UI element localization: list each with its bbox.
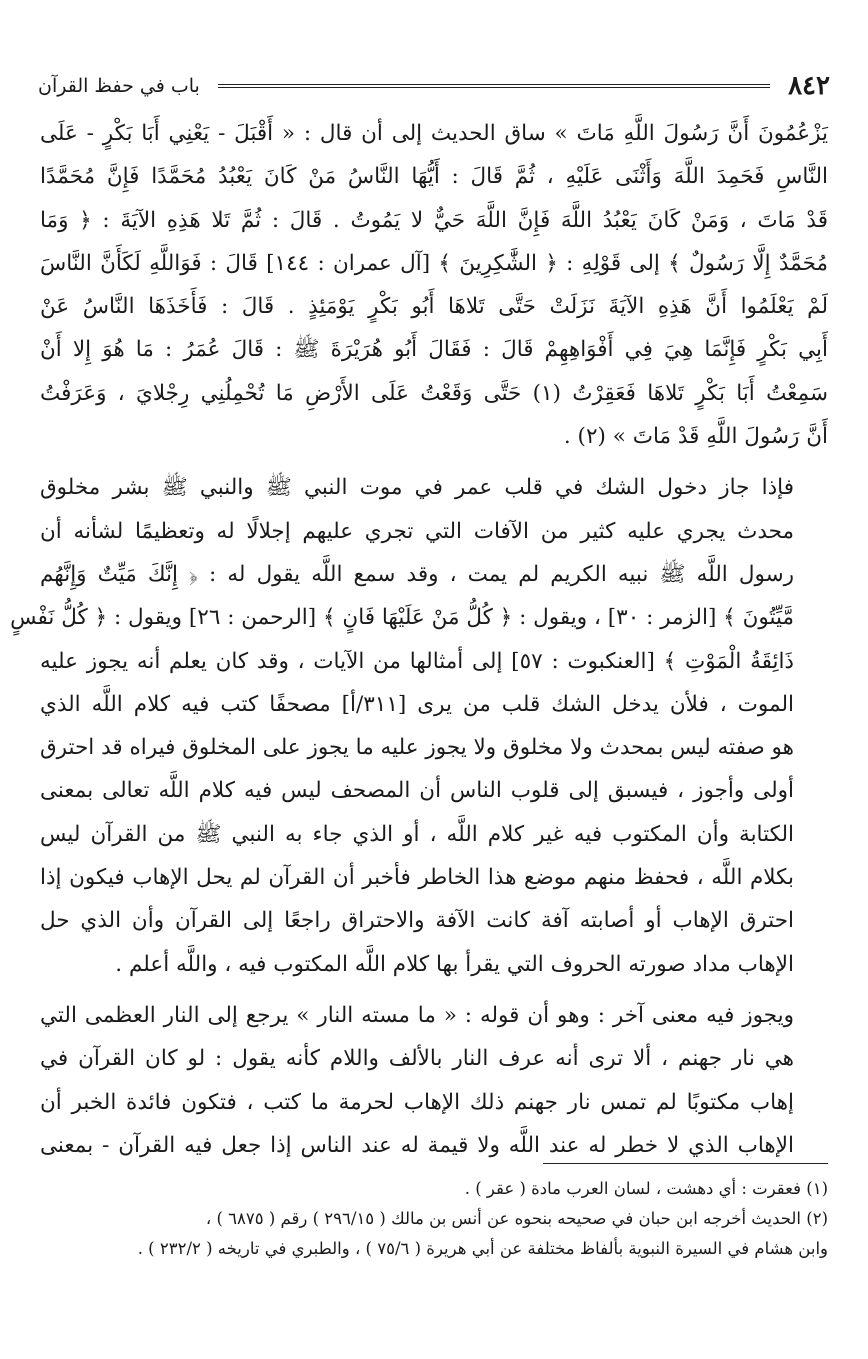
paragraph-second-meaning	[40, 994, 828, 1167]
text-line: يَزْعُمُونَ أَنَّ رَسُولَ اللَّهِ مَاتَ » ساق الحديث إلى أن قال : « أَقْبَلَ - يَعْنِي أَبَا بَكْرٍ - عَلَى	[40, 121, 828, 146]
page-number: ٨٤٢	[788, 71, 830, 101]
header-rule	[218, 84, 770, 88]
text-line: هي نار جهنم ، ألا ترى أنه عرف النار بالألف واللام كأنه يقول : لو كان القرآن في	[40, 1046, 794, 1072]
page-header	[38, 66, 830, 106]
text-line: أولى وأجوز ، فيسبق إلى قلوب الناس أن المصحف ليس فيه كلام اللَّه تعالى بمعنى	[40, 778, 794, 804]
text-line: ذَائِقَةُ الْمَوْتِ ﴾ [العنكبوت : ٥٧] إلى أمثالها من الآيات ، وقد كان يعلم أنه يجوز عليه	[40, 648, 795, 674]
text-line: إهاب مكتوبًا لم تمس نار جهنم ذلك الإهاب لحرمة ما كتب ، فتكون فائدة الخبر أن	[40, 1089, 794, 1115]
text-line: رسول اللَّه ﷺ نبيه الكريم لم يمت ، وقد سمع اللَّه يقول له : ﴿ إِنَّكَ مَيِّتٌ وَإِنَّهُم	[40, 561, 794, 587]
text-line: مُحَمَّدٌ إِلَّا رَسُولٌ ﴾ إلى قَوْلِهِ : ﴿ الشَّٰكِرِينَ ﴾ [آل عمران : ١٤٤] قَالَ : فَوَاللَّهِ لَكَأَنَّ النَّاسَ	[40, 250, 828, 276]
footnote-2: (٢) الحديث أخرجه ابن حبان في صحيحه بنحوه عن أنس بن مالك ( ٢٩٦/١٥ ) رقم ( ٦٨٧٥ ) ،	[205, 1209, 828, 1228]
text-line: ويجوز فيه معنى آخر : وهو أن قوله : « ما مسته النار » يرجع إلى النار العظمى التي	[40, 1002, 794, 1028]
text-line: مَّيِّتُونَ ﴾ [الزمر : ٣٠] ، ويقول : ﴿ كُلُّ مَنْ عَلَيْهَا فَانٍ ﴾ [الرحمن : ٢٦] ويقول : ﴿ كُلُّ نَفْسٍ	[10, 605, 794, 631]
text-line: الإهاب مداد صورته الحروف التي يقرأ بها كلام اللَّه المكتوب فيه ، واللَّه أعلم .	[115, 951, 794, 977]
footnote-1: (١) فعقرت : أي دهشت ، لسان العرب مادة ( عقر ) .	[464, 1179, 828, 1198]
text-line: أَنَّ رَسُولَ اللَّهِ قَدْ مَاتَ » (٢) .	[563, 424, 828, 450]
text-line: الكتابة وأن المكتوب فيه غير كلام اللَّه ، أو الذي جاء به النبي ﷺ من القرآن ليس	[40, 821, 794, 847]
text-line: هو صفته ليس بمحدث ولا مخلوق ولا يجوز عليه ما يجوز على المخلوق فيراه قد احترق	[39, 735, 794, 761]
text-line: النَّاسِ فَحَمِدَ اللَّهَ وَأَثْنَى عَلَيْهِ ، ثُمَّ قَالَ : أَيُّهَا النَّاسُ مَنْ كَانَ يَعْبُدُ مُحَمَّدًا فَإِنَّ مُحَمَّدًا	[40, 164, 828, 190]
footnote-2-continued: وابن هشام في السيرة النبوية بألفاظ مختلفة عن أبي هريرة ( ٧٥/٦ ) ، والطبري في تاريخه ( ٢٣٢/٢ ) .	[137, 1239, 828, 1258]
text-line: بكلام اللَّه ، فحفظ منهم موضع هذا الخاطر فأخبر أن القرآن لم يحل الإهاب فيكون إذا	[40, 865, 794, 891]
paragraph-hadith	[40, 112, 828, 458]
running-head: باب في حفظ القرآن	[38, 75, 200, 97]
main-text	[10, 112, 828, 1167]
text-line: فإذا جاز دخول الشك في قلب عمر في موت النبي ﷺ والنبي ﷺ بشر مخلوق	[40, 475, 794, 501]
text-line: محدث يجري عليه كثير من الآفات التي تجري عليهم إجلالًا له وتعظيمًا لشأنه أن	[40, 518, 794, 544]
footnote-separator	[543, 1163, 828, 1164]
paragraph-commentary	[10, 466, 828, 986]
text-line: الإهاب الذي لا خطر له عند اللَّه ولا قيمة له عند الناس إذا جعل فيه القرآن - بمعنى	[40, 1132, 794, 1158]
text-line: سَمِعْتُ أَبَا بَكْرٍ تَلاهَا فَعَقِرْتُ (١) حَتَّى وَقَعْتُ عَلَى الأَرْضِ مَا تُحْمِلُنِي رِجْلايَ ، وَعَرَفْتُ	[40, 380, 828, 406]
text-line: قَدْ مَاتَ ، وَمَنْ كَانَ يَعْبُدُ اللَّهَ فَإِنَّ اللَّهَ حَيٌّ لا يَمُوتُ . قَالَ : ثُمَّ تَلا هَذِهِ الآيَةَ : ﴿ وَمَا	[40, 207, 828, 233]
footnotes	[40, 1174, 828, 1264]
text-line: احترق الإهاب أو أصابته آفة كانت الآفة والاحتراق راجعًا إلى القرآن وأن الذي حل	[40, 908, 794, 934]
text-line: الموت ، فلأن يدخل الشك قلب من يرى [٣١١/أ] مصحفًا كتب فيه كلام اللَّه الذي	[40, 691, 794, 717]
text-line: لَمْ يَعْلَمُوا أَنَّ هَذِهِ الآيَةَ نَزَلَتْ حَتَّى تَلاهَا أَبُو بَكْرٍ يَوْمَئِذٍ . قَالَ : فَأَخَذَهَا النَّاسُ عَنْ	[40, 294, 828, 320]
text-line: أَبِي بَكْرٍ فَإِنَّمَا هِيَ فِي أَفْوَاهِهِمْ قَالَ : فَقَالَ أَبُو هُرَيْرَةَ ﷺ : قَالَ عُمَرُ : مَا هُوَ إِلا أَنْ	[40, 337, 828, 363]
